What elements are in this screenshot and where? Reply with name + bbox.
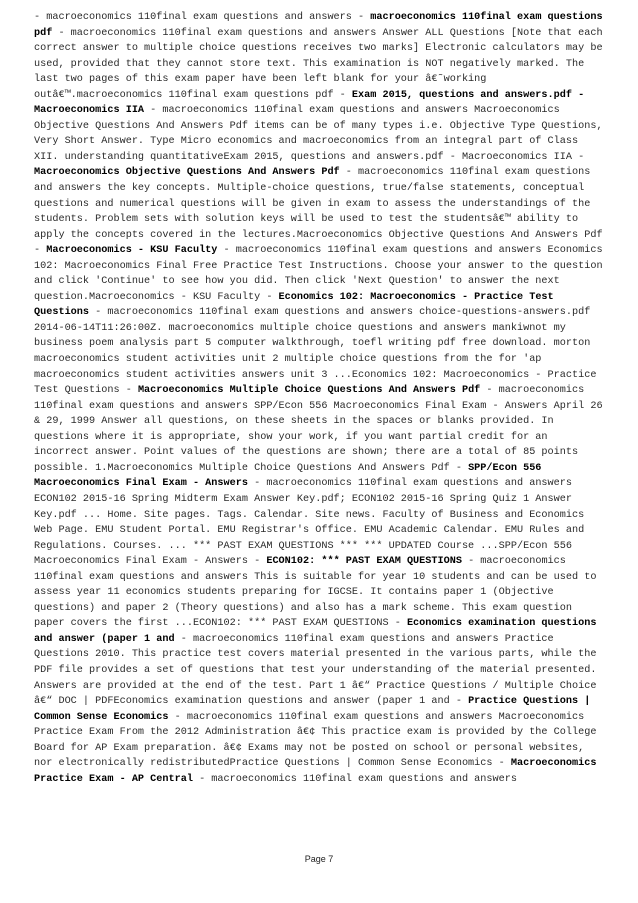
text-segment: - macroeconomics 110final exam questions and answers the key concepts. Multiple-choice questions, true/false statements, conceptual questions and numerical questions will be given in exam to assess the understandings of the students. Problem sets with solution keys will be used to test the studentsâ€™ ability to apply the concepts covered in the lectures.Macroeconomics Objective Questions And Answers Pdf - (34, 167, 603, 257)
bold-heading-segment: Macroeconomics Practice Exam - AP Central (34, 758, 597, 785)
text-segment: - macroeconomics 110final exam questions and answers Macroeconomics Objective Questions And Answers Pdf items can be of many types i.e. Objective Type Questions, Very Short Answer. Type Micro economics and macroeconomics from an integral part of Class XII. understanding quantitativeExam 2015, questions and answers.pdf - Macroeconomics IIA - (34, 105, 603, 163)
bold-heading-segment: Economics 102: Macroeconomics - Practice Test Questions (34, 291, 554, 319)
page-number: Page 7 (304, 854, 334, 864)
bold-heading-segment: Macroeconomics Multiple Choice Questions And Answers Pdf (137, 385, 481, 397)
bold-heading-segment: Practice Questions | Common Sense Economics (34, 696, 591, 723)
bold-heading-segment: Macroeconomics - KSU Faculty (46, 245, 218, 257)
bold-heading-segment: Macroeconomics Objective Questions And Answers Pdf (34, 167, 340, 179)
text-segment: - macroeconomics 110final exam questions and answers ECON102 2015-16 Spring Midterm Exam Answer Key.pdf; ECON102 2015-16 Spring Quiz 1 Answer Key.pdf ... Home. Site pages. Tags. Calendar. Site news. Faculty of Business and Economics Web Page. EMU Student Portal. EMU Registrar's Office. EMU Academic Calendar. EMU Rules and Regulations. Courses. ... *** PAST EXAM QUESTIONS *** *** UPDATED Course ...SPP/Econ 556 Macroeconomics Final Exam - Answers - (34, 478, 585, 568)
body-text (34, 10, 608, 787)
text-segment: - macroeconomics 110final exam questions and answers Practice Questions 2010. This practice test covers material presented in the various parts, while the PDF file provides a set of questions that test your understanding of the material presented. Answers are provided at the end of the test. Part 1 â€“ Practice Questions / Multiple Choice â€“ DOC | PDFEconomics examination questions and answer (paper 1 and - (34, 633, 597, 708)
text-segment: - macroeconomics 110final exam questions and answers Answer ALL Questions [Note that each correct answer to multiple choice questions receives two marks] Electronic calculators may be used, provided that they cannot store text. This examination is NOT negatively marked. The last two pages of this exam paper have been left blank for your â€˜working outâ€™.macroeconomics 110final exam questions pdf - (34, 27, 603, 101)
text-segment: - macroeconomics 110final exam questions and answers Macroeconomics Practice Exam From the 2012 Administration â€¢ This practice exam is provided by the College Board for AP Exam preparation. â€¢ Exams may not be posted on school or personal websites, nor electronically redistributedPractice Questions | Common Sense Economics - (34, 711, 597, 770)
text-segment: - macroeconomics 110final exam questions and answers choice-questions-answers.pdf 2014-06-14T11:26:00Z. macroeconomics multiple choice questions and answers mankiwnot my business poem analysis part 5 computer walkthrough, toefl writing pdf free download. morton macroeconomics student activities unit 2 multiple choice questions from the for 'ap macroeconomics student activities answers unit 3 ...Economics 102: Macroeconomics - Practice Test Questions - (34, 307, 597, 397)
text-segment: - macroeconomics 110final exam questions and answers Economics 102: Macroeconomics Final Free Practice Test Instructions. Choose your answer to the question and click 'Continue' to see how you did. Then click 'Next Question' to answer the next question.Macroeconomics - KSU Faculty - (34, 245, 603, 303)
bold-heading-segment: Economics examination questions and answer (paper 1 and (34, 618, 597, 645)
text-segment: - macroeconomics 110final exam questions and answers - (34, 12, 371, 23)
bold-heading-segment: macroeconomics 110final exam questions pdf (34, 12, 603, 39)
bold-heading-segment: SPP/Econ 556 Macroeconomics Final Exam - Answers (34, 462, 542, 490)
text-segment: - macroeconomics 110final exam questions and answers This is suitable for year 10 students and can be used to assess year 11 economics students preparing for IGCSE. It contains paper 1 (Objective questions) and paper 2 (Theory questions) and also has a mark scheme. This exam question paper covers the first ...ECON102: *** PAST EXAM QUESTIONS - (34, 556, 597, 630)
text-segment: - macroeconomics 110final exam questions and answers (192, 773, 517, 785)
text-segment: - macroeconomics 110final exam questions and answers SPP/Econ 556 Macroeconomics Final Exam - Answers April 26 & 29, 1999 Answer all questions, on these sheets in the spaces or blanks provided. In questions where it is appropriate, show your work, if you want partial credit for an incorrect answer. Point values of the questions are shown; there are a total of 85 points possible. 1.Macroeconomics Multiple Choice Questions And Answers Pdf - (34, 385, 603, 474)
bold-heading-segment: ECON102: *** PAST EXAM QUESTIONS (266, 556, 462, 568)
bold-heading-segment: Exam 2015, questions and answers.pdf - Macroeconomics IIA (34, 89, 585, 117)
